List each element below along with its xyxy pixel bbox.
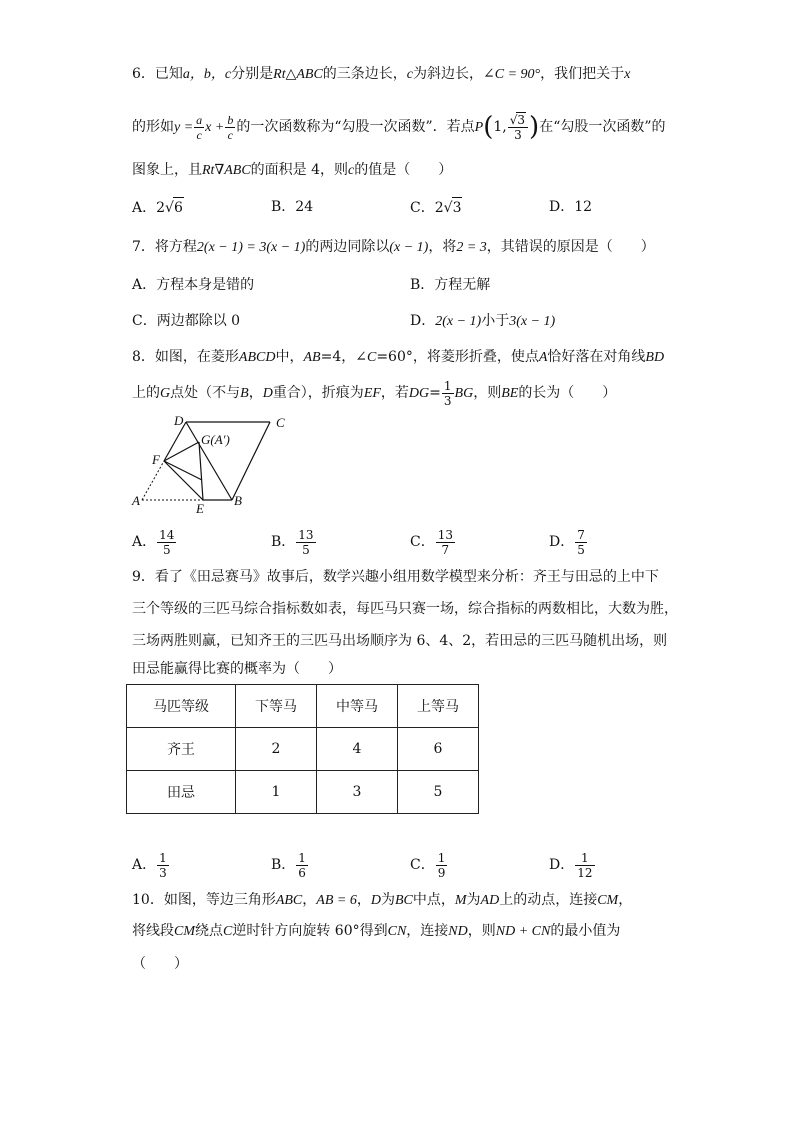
- table-header: 中等马: [317, 685, 398, 728]
- q7-option-c: C．两边都除以 0: [132, 313, 241, 329]
- q9-option-c: C． $\frac{1}{9}$: [410, 850, 446, 880]
- q9-line1: 9．看了《田忌赛马》故事后，数学兴趣小组用数学模型来分析：齐王与田忌的上中下: [132, 569, 659, 585]
- q6-option-c: C．2√3: [410, 197, 462, 218]
- table-cell: 5: [398, 771, 479, 814]
- label-c: C: [276, 415, 285, 430]
- q6-line1: 6．已知a，b，c分别是Rt△ABC的三条边长，c为斜边长，∠C = 90°，我们把关于x: [132, 66, 631, 82]
- q10-line2: 将线段CM绕点C逆时针方向旋转 60°得到CN，连接ND，则ND + CN的最小值为: [132, 923, 621, 939]
- label-g: G(A′): [201, 432, 230, 447]
- horse-table: [126, 684, 479, 814]
- q7-option-d: D．2(x − 1)小于3(x − 1): [410, 313, 556, 329]
- table-header-row: [127, 685, 479, 728]
- label-a: A: [132, 493, 140, 508]
- table-cell: 4: [317, 728, 398, 771]
- q9-option-a: A． $\frac{1}{3}$: [132, 850, 167, 880]
- table-header: 马匹等级: [127, 685, 236, 728]
- seg-fx: [164, 461, 202, 480]
- label-b: B: [234, 493, 242, 508]
- q9-line2: 三个等级的三匹马综合指标数如表，每匹马只赛一场，综合指标的两数相比，大数为胜，: [132, 601, 678, 617]
- q9-option-d: D． $\frac{1}{12}$: [549, 850, 593, 880]
- q9-line4: 田忌能赢得比赛的概率为（ ）: [132, 661, 342, 677]
- q6-line2: 的形如y = $\frac{a}{c}$ x + $\frac{b}{c}$ 的一次函数称为“勾股一次函数”．若点P(1, $\frac{√3}{3}$ )在“勾股一次函数”的: [132, 112, 666, 142]
- q8-line1: 8．如图，在菱形ABCD中，AB=4，∠C=60°，将菱形折叠，使点A恰好落在对角线BD: [132, 349, 665, 365]
- q8-option-d: D． $\frac{7}{5}$: [549, 527, 585, 557]
- label-d: D: [174, 414, 184, 428]
- q10-line3: （ ）: [132, 956, 188, 972]
- table-cell: 1: [236, 771, 317, 814]
- q8-option-a: A． $\frac{14}{5}$: [132, 527, 175, 557]
- table-cell: 田忌: [127, 771, 236, 814]
- table-header: 上等马: [398, 685, 479, 728]
- q6-option-b: B．24: [271, 199, 314, 215]
- q7-line1: 7．将方程2(x − 1) = 3(x − 1)的两边同除以(x − 1)，将2 = 3，其错误的原因是（ ）: [132, 239, 655, 255]
- q6-line3: 图象上，且Rt∇ABC的面积是 4，则c的值是（ ）: [132, 162, 453, 178]
- q7-option-b: B．方程无解: [410, 277, 491, 293]
- label-f: F: [152, 452, 160, 467]
- rhombus-figure: [128, 414, 298, 514]
- table-header: 下等马: [236, 685, 317, 728]
- table-row: [127, 728, 479, 771]
- table-cell: 3: [317, 771, 398, 814]
- edge-cb: [232, 422, 270, 500]
- table-cell: 2: [236, 728, 317, 771]
- q9-option-b: B． $\frac{1}{6}$: [271, 850, 306, 880]
- fold-ef: [164, 461, 203, 500]
- q10-line1: 10．如图，等边三角形ABC，AB = 6，D为BC中点，M为AD上的动点，连接CM，: [132, 892, 633, 908]
- table-cell: 6: [398, 728, 479, 771]
- table-cell: 齐王: [127, 728, 236, 771]
- q9-line3: 三场两胜则赢，已知齐王的三匹马出场顺序为 6、4、2，若田忌的三匹马随机出场，则: [132, 633, 668, 649]
- label-e: E: [196, 501, 204, 514]
- q6-option-d: D．12: [549, 199, 593, 215]
- q7-option-a: A．方程本身是错的: [132, 277, 255, 293]
- q8-option-c: C． $\frac{13}{7}$: [410, 527, 453, 557]
- table-row: [127, 771, 479, 814]
- q8-option-b: B． $\frac{13}{5}$: [271, 527, 314, 557]
- q8-line2: 上的G点处（不与B，D重合），折痕为EF，若DG= $\frac{1}{3}$ BG，则BE的长为（ ）: [132, 378, 617, 408]
- q6-option-a: A．2√6: [132, 197, 184, 218]
